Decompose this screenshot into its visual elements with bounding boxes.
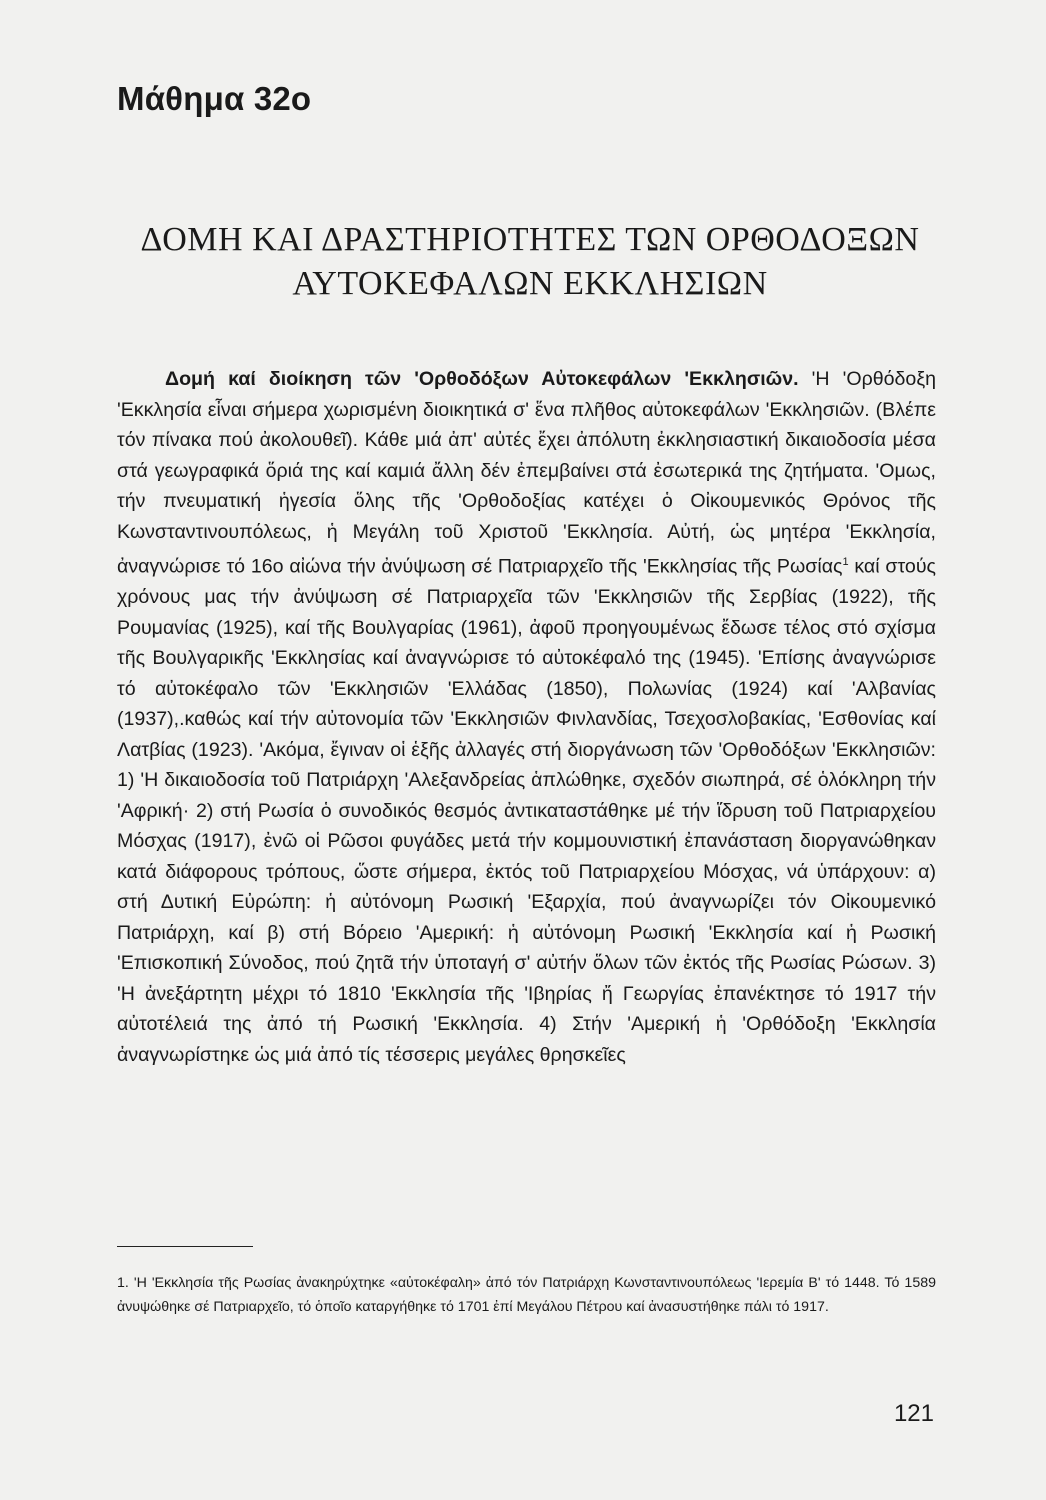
footnote: 1. 'Η 'Εκκλησία τῆς Ρωσίας ἀνακηρύχτηκε «αὐτοκέφαλη» ἀπό τόν Πατριάρχη Κωνσταντινουπόλεως 'Ιερεμία Β' τό 1448. Τό 1589 ἀνυψώθηκε σέ Πατριαρχεῖο, τό ὁποῖο καταργήθηκε τό 1701 ἐπί Μεγάλου Πέτρου καί ἀνασυστήθηκε πάλι τό 1917. bbox=[117, 1275, 936, 1315]
lesson-heading: Μάθημα 32ο bbox=[117, 80, 312, 117]
chapter-title-line-1: ΔΟΜΗ ΚΑΙ ΔΡΑΣΤΗΡΙΟΤΗΤΕΣ ΤΩΝ ΟΡΘΟΔΟΞΩΝ bbox=[140, 221, 920, 258]
body-text-part-2: καί στούς χρόνους μας τήν ἀνύψωση σέ Πατριαρχεῖα τῶν 'Εκκλησιῶν τῆς Σερβίας (1922), τῆς Ρουμανίας (1925), καί τῆς Βουλγαρίας (1961), ἀφοῦ προηγουμένως ἔδωσε τέλος στό σχίσμα τῆς Βουλγαρικῆς 'Εκκλησίας καί ἀναγνώρισε τό αὐτοκέφαλό της (1945). 'Επίσης ἀναγνώρισε τό αὐτοκέφαλο τῶν 'Εκκλησιῶν 'Ελλάδας (1850), Πολωνίας (1924) καί 'Αλβανίας (1937),.καθώς καί τήν αὐτονομία τῶν 'Εκκλησιῶν Φινλανδίας, Τσεχοσλοβακίας, 'Εσθονίας καί Λατβίας (1923). 'Ακόμα, ἔγιναν οἱ ἑξῆς ἀλλαγές στή διοργάνωση τῶν 'Ορθοδόξων 'Εκκλησιῶν: 1) 'Η δικαιοδοσία τοῦ Πατριάρχη 'Αλεξανδρείας ἁπλώθηκε, σχεδόν σιωπηρά, σέ ὁλόκληρη τήν 'Αφρική· 2) στή Ρωσία ὁ συνοδικός θεσμός ἀντικαταστάθηκε μέ τήν ἵδρυση τοῦ Πατριαρχείου Μόσχας (1917), ἐνῶ οἱ Ρῶσοι φυγάδες μετά τήν κομμουνιστική ἐπανάσταση διοργανώθηκαν κατά διάφορους τρόπους, ὥστε σήμερα, ἐκτός τοῦ Πατριαρχείου Μόσχας, νά ὑπάρχουν: α) στή Δυτική Εὐρώπη: ἡ αὐτόνομη Ρωσική 'Εξαρχία, πού ἀναγνωρίζει τόν Οἰκουμενικό Πατριάρχη, καί β) στή Βόρειο 'Αμερική: ἡ αὐτόνομη Ρωσική 'Εκκλησία καί ἡ Ρωσική 'Επισκοπική Σύνοδος, πού ζητᾶ τήν ὑποταγή σ' αὐτήν ὅλων τῶν ἐκτός τῆς Ρωσίας Ρώσων. 3) 'Η ἀνεξάρτητη μέχρι τό 1810 'Εκκλησία τῆς 'Ιβηρίας ἤ Γεωργίας ἐπανέκτησε τό 1917 τήν αὐτοτέλειά της ἀπό τή Ρωσική 'Εκκλησία. 4) Στήν 'Αμερική ἡ 'Ορθόδοξη 'Εκκλησία ἀναγνωρίστηκε ὡς μιά ἀπό τίς τέσσερις μεγάλες θρησκεῖες bbox=[117, 555, 936, 1066]
page-number: 121 bbox=[893, 1400, 934, 1427]
chapter-title bbox=[100, 218, 960, 306]
section-lead: Δομή καί διοίκηση τῶν 'Ορθοδόξων Αὐτοκεφάλων 'Εκκλησιῶν. bbox=[165, 368, 799, 390]
footnote-reference: 1 bbox=[842, 556, 849, 568]
footnote-divider bbox=[117, 1246, 253, 1247]
chapter-title-line-2: ΑΥΤΟΚΕΦΑΛΩΝ ΕΚΚΛΗΣΙΩΝ bbox=[292, 265, 768, 302]
body-paragraph bbox=[117, 364, 936, 1070]
body-text-part-1: 'Η 'Ορθόδοξη 'Εκκλησία εἶναι σήμερα χωρισμένη διοικητικά σ' ἕνα πλῆθος αὐτοκεφάλων 'Εκκλησιῶν. (Βλέπε τόν πίνακα πού ἀκολουθεῖ). Κάθε μιά ἀπ' αὐτές ἔχει ἀπόλυτη ἐκκλησιαστική δικαιοδοσία μέσα στά γεωγραφικά ὅριά της καί καμιά ἄλλη δέν ἐπεμβαίνει στά ἐσωτερικά της ζητήματα. 'Ομως, τήν πνευματική ἡγεσία ὅλης τῆς 'Ορθοδοξίας κατέχει ὁ Οἰκουμενικός Θρόνος τῆς Κωνσταντινουπόλεως, ἡ Μεγάλη τοῦ Χριστοῦ 'Εκκλησία. Αὐτή, ὡς μητέρα 'Εκκλησία, ἀναγνώρισε τό 16ο αἰώνα τήν ἀνύψωση σέ Πατριαρχεῖο τῆς 'Εκκλησίας τῆς Ρωσίας bbox=[117, 368, 936, 578]
